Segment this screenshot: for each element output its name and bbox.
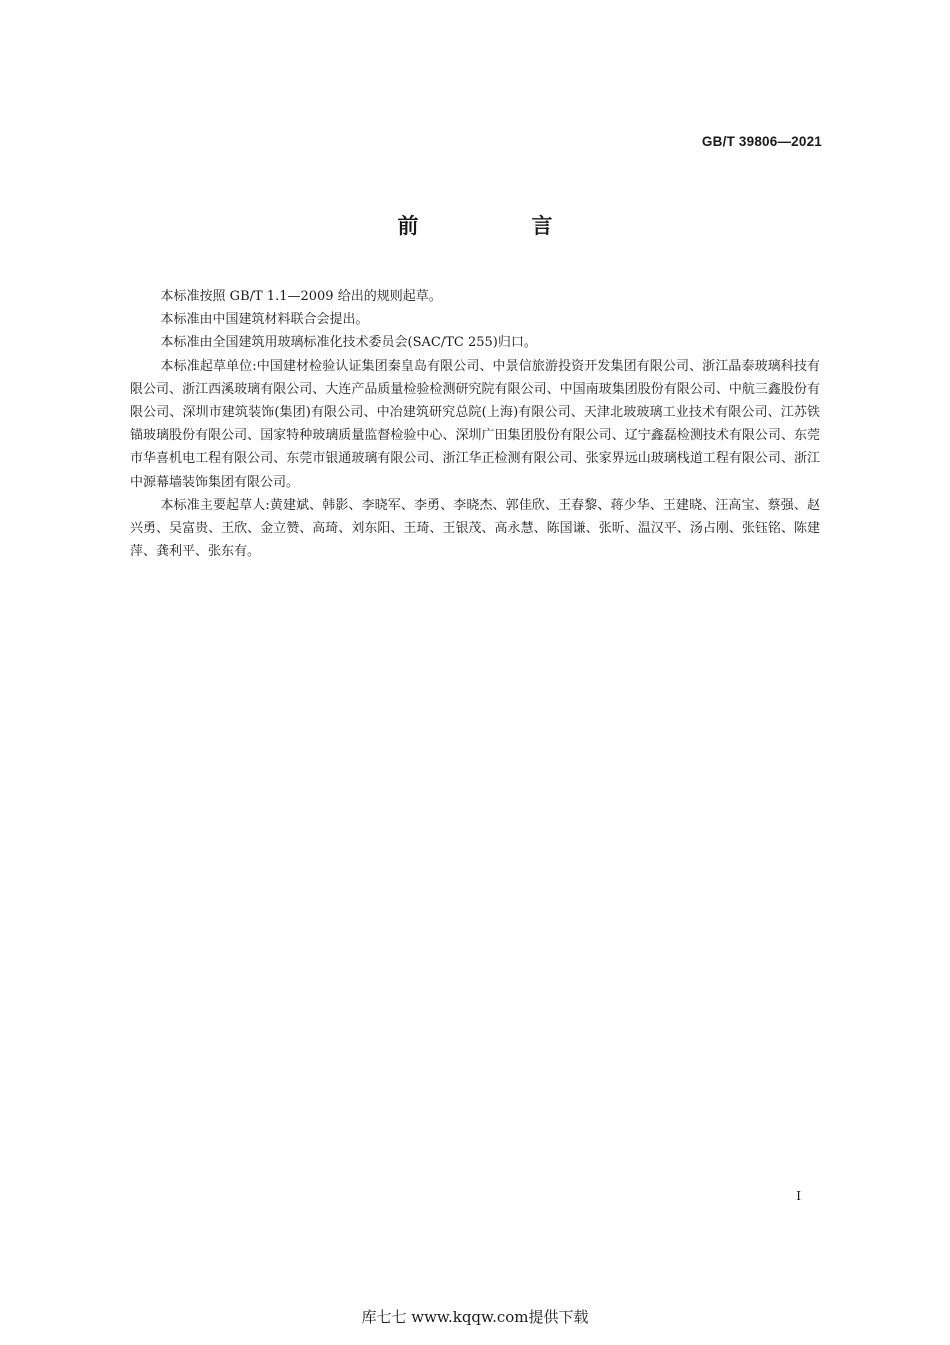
paragraph-committee: 本标准由全国建筑用玻璃标准化技术委员会(SAC/TC 255)归口。 [160,335,537,351]
paragraph-drafting-rules: 本标准按照 GB/T 1.1—2009 给出的规则起草。 [160,289,442,304]
paragraph-proposer: 本标准由中国建筑材料联合会提出。 [160,312,369,328]
page-title: 前 言 [397,214,599,238]
download-footer: 库七七 www.kqqw.com提供下载 [361,1308,589,1326]
paragraph-drafters: 本标准主要起草人:黄建斌、韩影、李晓军、李勇、李晓杰、郭佳欣、王春黎、蒋少华、王建晓、汪高宝、蔡强、赵兴勇、吴富贵、王欣、金立赞、高琦、刘东阳、王琦、王银茂、高永慧、陈国谦、张昕、温汉平、汤占刚、张钰铭、陈建萍、龚利平、张东有。 [130,497,820,560]
standard-code: GB/T 39806—2021 [701,134,822,149]
foreword-body [130,285,820,563]
page-number: I [796,1189,801,1203]
paragraph-drafting-units: 本标准起草单位:中国建材检验认证集团秦皇岛有限公司、中景信旅游投资开发集团有限公司、浙江晶泰玻璃科技有限公司、浙江西溪玻璃有限公司、大连产品质量检验检测研究院有限公司、中国南玻集团股份有限公司、中航三鑫股份有限公司、深圳市建筑装饰(集团)有限公司、中冶建筑研究总院(上海)有限公司、天津北玻玻璃工业技术有限公司、江苏铁锚玻璃股份有限公司、国家特种玻璃质量监督检验中心、深圳广田集团股份有限公司、辽宁鑫磊检测技术有限公司、东莞市华喜机电工程有限公司、东莞市银通玻璃有限公司、浙江华正检测有限公司、张家界远山玻璃栈道工程有限公司、浙江中源幕墙装饰集团有限公司。 [130,358,820,490]
